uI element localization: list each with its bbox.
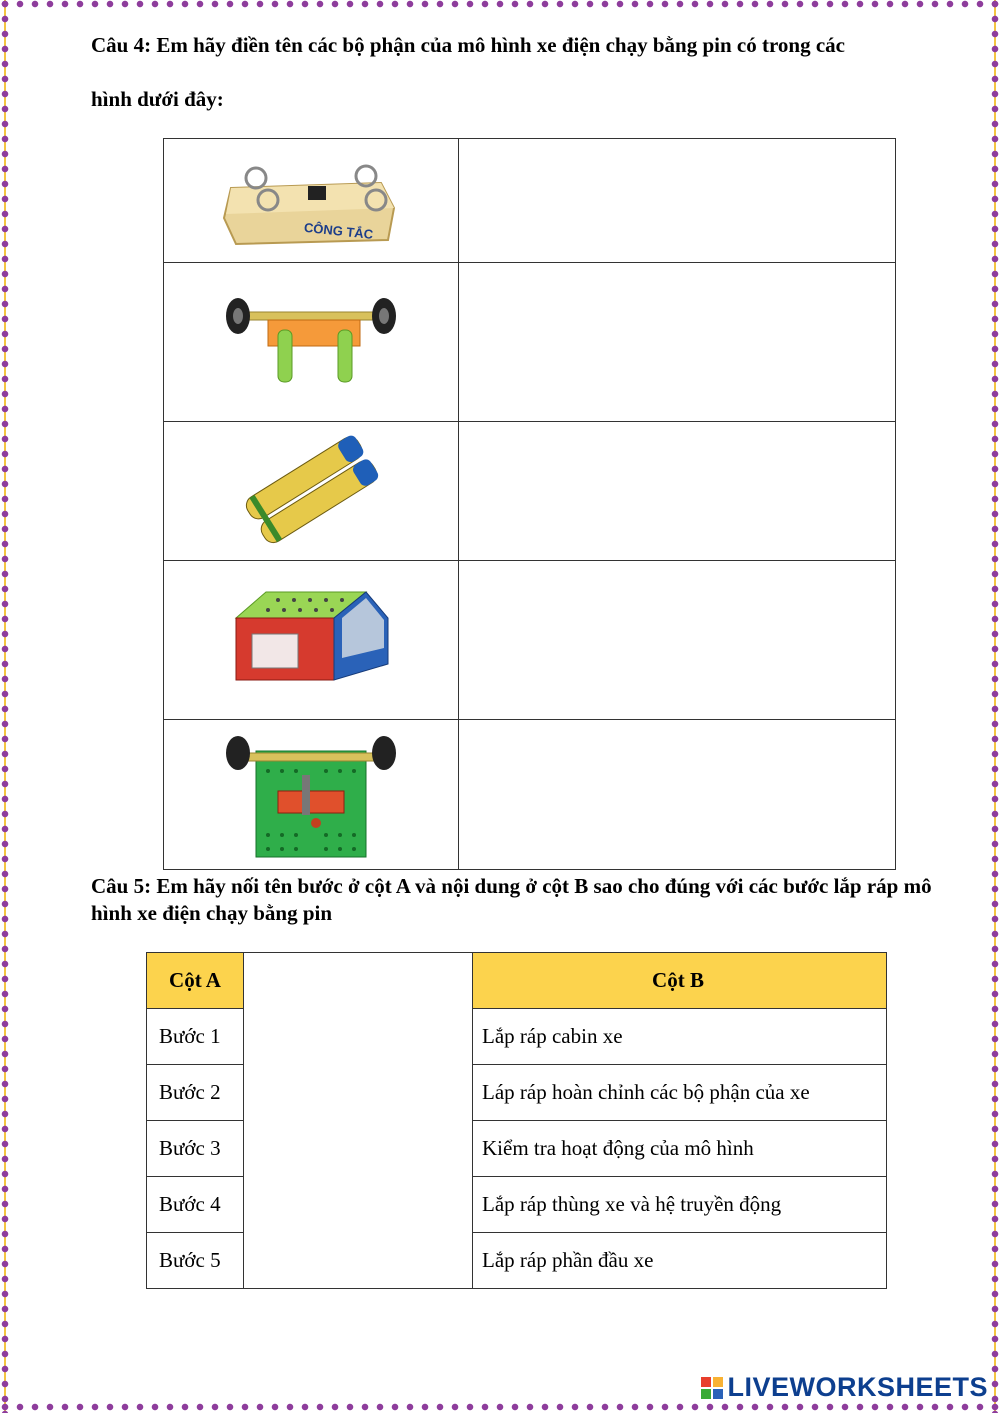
batteries-image [216, 434, 406, 544]
liveworksheets-logo [701, 1372, 988, 1403]
brand-name: LIVEWORKSHEETS [727, 1372, 988, 1402]
answer-cell[interactable] [459, 720, 896, 870]
answer-input-1[interactable] [459, 140, 895, 262]
column-b-header: Cột B [473, 953, 887, 1009]
switch-label: CÔNG TẮC [303, 219, 374, 243]
step-item[interactable]: Bước 3 [147, 1121, 244, 1177]
answer-cell[interactable] [459, 139, 896, 263]
step-content[interactable]: Láp ráp hoàn chỉnh các bộ phận của xe [473, 1065, 887, 1121]
answer-input-4[interactable] [459, 562, 895, 719]
logo-icon [701, 1377, 723, 1399]
table-row [164, 720, 896, 870]
matching-table [146, 952, 887, 1289]
answer-input-5[interactable] [459, 721, 895, 869]
table-row [164, 561, 896, 720]
answer-cell[interactable] [459, 263, 896, 422]
part-image-cell [164, 561, 459, 720]
step-content[interactable]: Lắp ráp thùng xe và hệ truyền động [473, 1177, 887, 1233]
decorative-border-right [990, 0, 1000, 1413]
step-content[interactable]: Kiểm tra hoạt động của mô hình [473, 1121, 887, 1177]
step-item[interactable]: Bước 2 [147, 1065, 244, 1121]
part-image-cell [164, 139, 459, 263]
column-a-header: Cột A [147, 953, 244, 1009]
answer-cell[interactable] [459, 422, 896, 561]
question-5-title: Câu 5: Em hãy nối tên bước ở cột A và nội dung ở cột B sao cho đúng với các bước lắp ráp mô hình xe điện chạy bằng pin [91, 874, 932, 925]
step-content[interactable]: Lắp ráp phần đầu xe [473, 1233, 887, 1289]
matching-area[interactable] [244, 953, 473, 1289]
table-row [164, 422, 896, 561]
table-row [164, 139, 896, 263]
step-item[interactable]: Bước 4 [147, 1177, 244, 1233]
part-image-cell [164, 263, 459, 422]
front-axle-wheels-image [216, 290, 406, 390]
answer-input-3[interactable] [459, 423, 895, 560]
table-header-row [147, 953, 887, 1009]
decorative-border-top [0, 0, 1000, 10]
step-content[interactable]: Lắp ráp cabin xe [473, 1009, 887, 1065]
decorative-border-left [0, 0, 10, 1413]
answer-cell[interactable] [459, 561, 896, 720]
part-image-cell [164, 720, 459, 870]
question-4-title: Câu 4: Em hãy điền tên các bộ phận của mô hình xe điện chạy bằng pin có trong các [91, 33, 845, 57]
answer-input-2[interactable] [459, 264, 895, 421]
step-item[interactable]: Bước 5 [147, 1233, 244, 1289]
step-item[interactable]: Bước 1 [147, 1009, 244, 1065]
decorative-border-bottom [0, 1403, 1000, 1413]
part-image-cell [164, 422, 459, 561]
switch-module-image [216, 148, 406, 248]
table-row [164, 263, 896, 422]
question-4-title-cont: hình dưới đây: [91, 87, 224, 111]
parts-table [163, 138, 896, 870]
cabin-image [216, 578, 406, 698]
chassis-with-motor-image [216, 725, 406, 860]
